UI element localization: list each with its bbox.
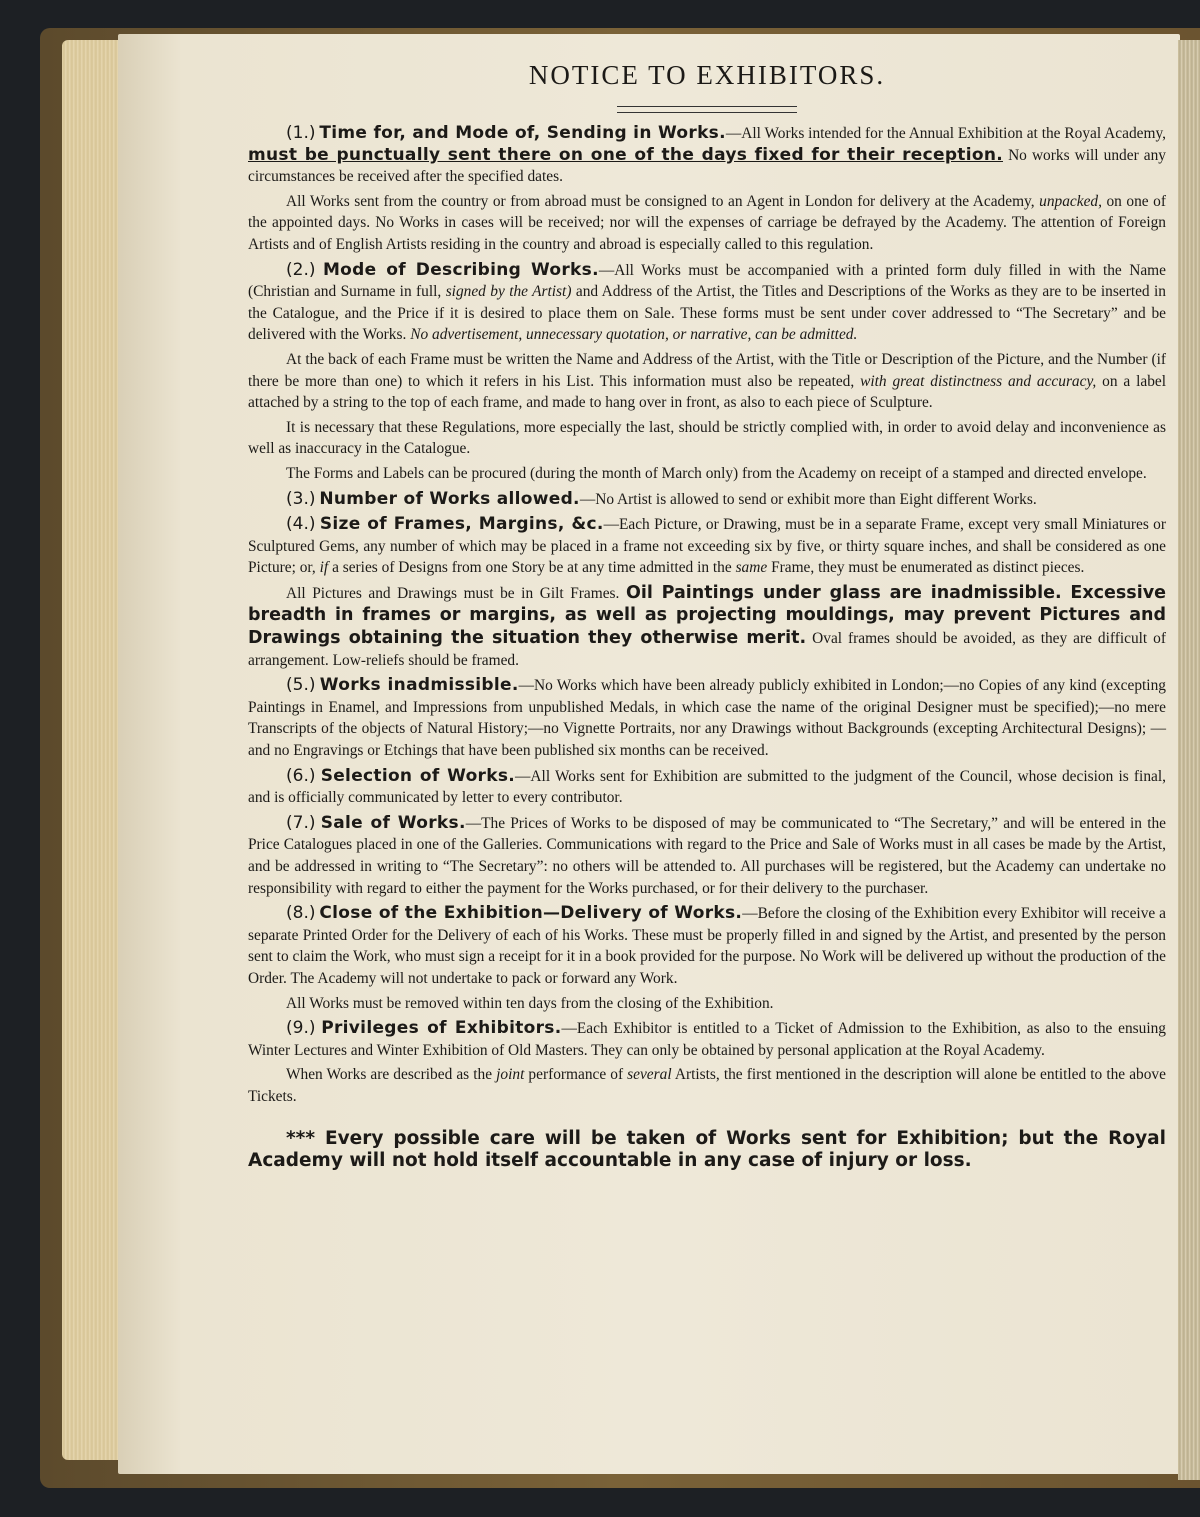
section-4-emphasis: Oil Paintings under glass are inadmissible. Excessive breadth in frames or margins, as well as projecting mouldings, may prevent Pictures and Drawings obtaining the situation they otherwise merit. <box>248 582 1166 649</box>
section-7 <box>248 813 1166 899</box>
section-4-para-2 <box>248 582 1166 671</box>
section-1-para-2-a: All Works sent from the country or from abroad must be consigned to an Agent in London for delivery at the Academy, <box>286 192 1035 210</box>
section-3-text: —No Artist is allowed to send or exhibit more than Eight different Works. <box>579 490 1037 508</box>
section-3 <box>248 489 1166 511</box>
section-2-para-2-b: on a label attached by a string to the top of each frame, and made to hang over in front, as also to each piece of Sculpture. <box>248 372 1167 412</box>
section-4-heading: Size of Frames, Margins, &c. <box>319 514 604 535</box>
section-2-italic-2: No advertisement, unnecessary quotation, or narrative, can be admitted. <box>410 326 858 344</box>
section-3-heading: Number of Works allowed. <box>319 488 580 509</box>
section-1-text-2: No works will under any circumstances be received after the specified dates. <box>248 146 1166 186</box>
section-4-italic-1: if <box>319 559 329 577</box>
section-1-number: (1.) <box>286 123 316 143</box>
page-title: NOTICE TO EXHIBITORS. <box>528 60 886 90</box>
section-9-para-2-b: performance of <box>528 1066 624 1084</box>
section-6-heading: Selection of Works. <box>320 765 516 786</box>
section-9 <box>248 1018 1166 1061</box>
section-2-text-2: and Address of the Artist, the Titles and Descriptions of the Works as they are to be inserted in the Catalogue, and the Price if it is desired to place them on Sale. These forms must be sent under cover addressed to “The Secretary” and be delivered with the Works. <box>248 283 1166 344</box>
section-3-number: (3.) <box>286 488 316 509</box>
section-2-number: (2.) <box>286 259 316 280</box>
section-1-para-2-b: on one of the appointed days. No Works in cases will be received; nor will the expenses of carriage be defrayed by the Academy. The attention of Foreign Artists and of English Artists residing in the country and abroad is especially called to this regulation. <box>248 192 1166 253</box>
section-4-text: —Each Picture, or Drawing, must be in a separate Frame, except very small Miniatures or Sculptured Gems, any number of which may be placed in a frame not exceeding six by five, or thirty square inches, and shall be considered as one Picture; or, <box>248 516 1167 577</box>
section-9-number: (9.) <box>286 1018 316 1039</box>
notice-text <box>248 58 1166 1175</box>
section-6-number: (6.) <box>286 765 316 786</box>
section-8-para-2: All Works must be removed within ten days from the closing of the Exhibition. <box>286 994 774 1012</box>
section-4-text-3: Frame, they must be enumerated as distinct pieces. <box>771 559 1085 577</box>
section-1-para-2-italic: unpacked, <box>1039 192 1102 210</box>
section-9-para-2-a: When Works are described as the <box>286 1066 493 1084</box>
section-5-number: (5.) <box>286 675 316 696</box>
section-8 <box>248 903 1166 989</box>
section-7-number: (7.) <box>286 812 316 833</box>
section-5-heading: Works inadmissible. <box>319 675 519 696</box>
section-4 <box>248 514 1166 579</box>
section-1-text: —All Works intended for the Annual Exhibition at the Royal Academy, <box>725 125 1166 142</box>
section-2-italic-1: signed by the Artist) <box>445 283 572 301</box>
section-4-text-2: a series of Designs from one Story be at any time admitted in the <box>332 559 732 577</box>
section-2-para-3: It is necessary that these Regulations, more especially the last, should be strictly complied with, in order to avoid delay and inconvenience as well as inaccuracy in the Catalogue. <box>248 418 1166 458</box>
section-1-emphasis: must be punctually sent there on one of the days fixed for their reception. <box>248 144 1003 165</box>
footnote: *** Every possible care will be taken of Works sent for Exhibition; but the Royal Academy will not hold itself accountable in any case of injury or loss. <box>248 1127 1166 1171</box>
section-2 <box>248 260 1166 346</box>
section-9-para-2-c: Artists, the first mentioned in the description will alone be entitled to the above Tickets. <box>248 1066 1166 1105</box>
section-4-para-2-a: All Pictures and Drawings must be in Gilt Frames. <box>286 584 620 602</box>
section-8-number: (8.) <box>286 903 316 924</box>
section-4-number: (4.) <box>286 514 316 535</box>
section-8-text: —Before the closing of the Exhibition every Exhibitor will receive a separate Printed Order for the Delivery of each of his Works. These must be properly filled in and signed by the Artist, and presented by the person sent to claim the Work, who must sign a receipt for it in a book provided for the purpose. No Work will be delivered up without the production of the Order. The Academy will not undertake to pack or forward any Work. <box>248 905 1166 987</box>
section-6-text: —All Works sent for Exhibition are submitted to the judgment of the Council, whose decision is final, and is officially communicated by letter to every contributor. <box>248 767 1166 807</box>
section-1-para-2 <box>248 191 1166 256</box>
section-2-para-2 <box>248 349 1166 414</box>
section-5-text: —No Works which have been already publicly exhibited in London;—no Copies of any kind (excepting Paintings in Enamel, and Impressions from unpublished Medals, in which case the name of the original Designer must be specified);—no mere Transcripts of the objects of Natural History;—no Vignette Portraits, nor any Drawings without Backgrounds (excepting Architectural Designs); —and no Engravings or Etchings that have been published six months can be received. <box>248 677 1166 760</box>
section-9-italic-1: joint <box>496 1066 525 1084</box>
section-5 <box>248 675 1166 761</box>
section-1 <box>248 123 1166 188</box>
section-2-para-4: The Forms and Labels can be procured (during the month of March only) from the Academy on receipt of a stamped and directed envelope. <box>286 464 1147 482</box>
section-9-heading: Privileges of Exhibitors. <box>321 1018 562 1039</box>
section-2-text: —All Works must be accompanied with a printed form duly filled in with the Name (Christian and Surname in full, <box>248 261 1166 301</box>
section-6 <box>248 766 1166 809</box>
title-rule <box>617 106 797 113</box>
section-2-heading: Mode of Describing Works. <box>322 259 599 280</box>
right-page-edge <box>1178 40 1200 1480</box>
section-8-heading: Close of the Exhibition—Delivery of Works. <box>319 903 743 924</box>
section-7-text: —The Prices of Works to be disposed of may be communicated to “The Secretary,” and will be entered in the Price Catalogues placed in one of the Galleries. Communications with regard to the Price and Sale of Works must in all cases be made by the Artist, and be addressed in writing to “The Secretary”: no others will be attended to. All purchases will be registered, but the Academy can undertake no responsibility with regard to either the payment for the Works purchased, or for their delivery to the purchaser. <box>248 814 1166 897</box>
section-4-italic-2: same <box>735 559 768 577</box>
section-7-heading: Sale of Works. <box>320 812 466 833</box>
section-1-heading: Time for, and Mode of, Sending in Works. <box>319 123 726 143</box>
section-2-para-2-italic: with great distinctness and accuracy, <box>860 372 1097 390</box>
section-9-italic-2: several <box>627 1066 672 1084</box>
section-9-para-2 <box>248 1064 1166 1107</box>
section-4-para-2-b: Oval frames should be avoided, as they are difficult of arrangement. Low-reliefs should be framed. <box>248 630 1166 669</box>
section-9-text: —Each Exhibitor is entitled to a Ticket of Admission to the Exhibition, as also to the ensuing Winter Lectures and Winter Exhibition of Old Masters. They can only be obtained by personal application at the Royal Academy. <box>248 1020 1166 1059</box>
section-2-para-2-a: At the back of each Frame must be written the Name and Address of the Artist, with the Title or Description of the Picture, and the Number (if there be more than one) to which it refers in his List. This information must also be repeated, <box>248 350 1166 390</box>
